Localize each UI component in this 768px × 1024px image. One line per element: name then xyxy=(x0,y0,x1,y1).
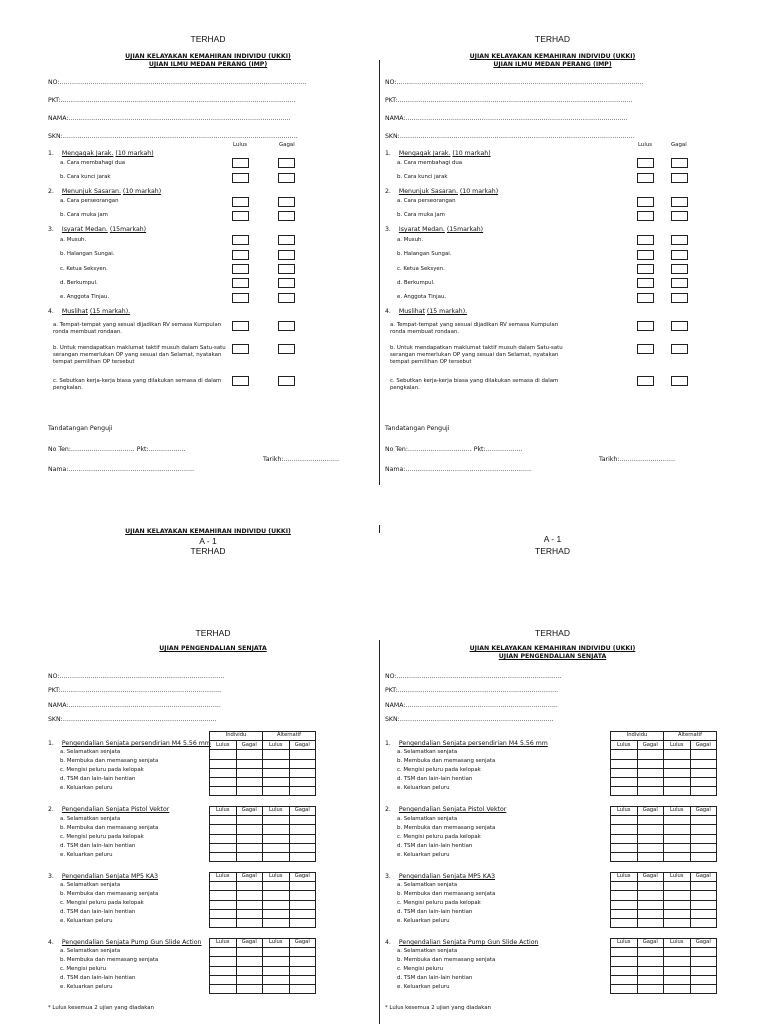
col-gagal: Gagal xyxy=(637,873,664,882)
col-alternatif: Alternatif xyxy=(664,732,717,741)
item-text: d. TSM dan lain-lain hentian xyxy=(60,843,136,849)
item-text: c. Mengisi peluru pada kelopak xyxy=(397,767,481,773)
col-lulus: Lulus xyxy=(664,741,691,750)
item-text: c. Mengisi peluru pada kelopak xyxy=(60,767,144,773)
col-lulus: Lulus xyxy=(638,142,653,148)
table-row xyxy=(210,984,316,993)
item-text: b. Membuka dan memasang senjata xyxy=(60,825,159,831)
item-text: d. Berkumpul. xyxy=(60,280,98,286)
section-title: Pengendalian Senjata Pistol Vektor xyxy=(61,806,170,813)
item-text: a. Selamatkan senjata xyxy=(397,882,458,888)
section-number: 2. xyxy=(385,806,391,813)
tarikh-field: Tarikh:……………………… xyxy=(599,456,676,463)
item-text: b. Membuka dan memasang senjata xyxy=(397,957,496,963)
item-text: e. Keluarkan peluru xyxy=(397,785,450,791)
skn-field: SKN:…………………………………………………………………………………………………… xyxy=(48,133,298,140)
pkt-field: PKT:…………………………………………………………………... xyxy=(385,687,559,694)
col-gagal: Gagal xyxy=(637,807,664,816)
form-subtitle: UJIAN PENGENDALIAN SENJATA xyxy=(498,653,607,660)
weapon-2-heading xyxy=(48,807,169,813)
table-row xyxy=(210,843,316,852)
table-row xyxy=(210,909,316,918)
section-number: 1. xyxy=(48,740,54,747)
item-text: d. TSM dan lain-lain hentian xyxy=(397,776,473,782)
skn-field: SKN:…………………………………………………………......... xyxy=(385,716,554,723)
section-number: 1. xyxy=(385,150,391,157)
col-gagal: Gagal xyxy=(637,939,664,948)
table-row xyxy=(611,918,717,927)
item-text: b. Untuk mendapatkan maklumat taktif musuh dalam Satu-satu serangan memerlukan OP yang sesuai dan Selamat, nyatakan tempat pemilihan OP tersebut xyxy=(53,345,226,365)
weapon-1-heading xyxy=(385,741,548,747)
item-text: e. Anggota Tinjau. xyxy=(60,294,110,300)
table-row xyxy=(611,816,717,825)
section-number: 3. xyxy=(385,226,391,233)
nama-field: NAMA:………………………………………………………………………………………......... xyxy=(385,115,628,122)
item-text: c. Ketua Seksyen. xyxy=(397,266,445,272)
table-row xyxy=(611,975,717,984)
section-title: Muslihat xyxy=(398,308,425,315)
section-marks: (15 markah). xyxy=(89,308,131,315)
item-text: c. Mengisi peluru pada kelopak xyxy=(60,900,144,906)
section-title: Mengagak Jarak. xyxy=(398,150,451,157)
section-marks: (15 markah). xyxy=(426,308,468,315)
col-gagal: Gagal xyxy=(671,142,687,148)
table-row xyxy=(611,834,717,843)
item-text: b. Cara kunci jarak xyxy=(397,174,448,180)
item-text: d. TSM dan lain-lain hentian xyxy=(60,975,136,981)
col-gagal: Gagal xyxy=(690,741,717,750)
item-text: a. Cara membahagi dua xyxy=(397,160,463,166)
no-field: NO:…………………………………………………………………….. xyxy=(48,673,225,680)
nama-field: NAMA:………………………………………………………………………………………......... xyxy=(48,115,291,122)
col-gagal: Gagal xyxy=(289,873,316,882)
item-text: c. Mengisi peluru xyxy=(397,966,443,972)
form-subtitle: UJIAN ILMU MEDAN PERANG (IMP) xyxy=(148,61,268,68)
pkt-field: PKT:…………………………………………………………………... xyxy=(48,687,222,694)
item-text: b. Membuka dan memasang senjata xyxy=(60,758,159,764)
tarikh-field: Tarikh:……………………… xyxy=(263,456,340,463)
col-gagal: Gagal xyxy=(637,741,664,750)
weapon-2-heading xyxy=(385,807,506,813)
item-text: b. Membuka dan memasang senjata xyxy=(397,825,496,831)
grade-table xyxy=(610,731,717,796)
table-row xyxy=(611,759,717,768)
section-marks: (10 markah) xyxy=(115,150,154,157)
item-text: e. Anggota Tinjau. xyxy=(397,294,447,300)
weapon-3-heading xyxy=(385,874,495,880)
item-text: b. Halangan Sungai. xyxy=(397,251,452,257)
examiner-signature-label: Tandatangan Penguji xyxy=(48,425,113,432)
col-lulus: Lulus xyxy=(611,939,638,948)
item-text: b. Membuka dan memasang senjata xyxy=(60,957,159,963)
table-row xyxy=(210,816,316,825)
item-text: c. Ketua Seksyen. xyxy=(60,266,108,272)
section-number: 1. xyxy=(385,740,391,747)
item-text: b. Cara kunci jarak xyxy=(60,174,111,180)
section-title: Mengagak Jarak. xyxy=(61,150,114,157)
item-text: a. Selamatkan senjata xyxy=(60,882,121,888)
no-ten-field: No Ten:…………………………. Pkt:……………… xyxy=(385,446,523,453)
item-text: b. Halangan Sungai. xyxy=(60,251,115,257)
classification-label: TERHAD xyxy=(535,628,570,638)
table-row xyxy=(611,984,717,993)
table-row xyxy=(611,787,717,796)
section-number: 4. xyxy=(48,308,54,315)
item-text: c. Sebutkan kerja-kerja biasa yang dilakukan semasa di dalam pengkalan. xyxy=(390,378,559,391)
table-row xyxy=(210,759,316,768)
table-row xyxy=(210,975,316,984)
form-title: UJIAN PENGENDALIAN SENJATA xyxy=(159,645,267,652)
classification-label: TERHAD xyxy=(195,628,231,638)
weapon-4-heading xyxy=(385,940,538,946)
item-text: d. TSM dan lain-lain hentian xyxy=(397,909,473,915)
table-row xyxy=(611,900,717,909)
item-text: b. Cara muka jam xyxy=(397,212,445,218)
divider-top-mark xyxy=(379,525,380,533)
pkt-field: PKT:…………………………………………………………………………………………………... xyxy=(48,97,296,104)
col-lulus: Lulus xyxy=(263,873,290,882)
table-row xyxy=(611,891,717,900)
item-text: a. Selamatkan senjata xyxy=(60,816,121,822)
pkt-field: PKT:…………………………………………………………………………………………………... xyxy=(385,97,633,104)
grade-table xyxy=(610,938,717,994)
col-lulus: Lulus xyxy=(611,873,638,882)
divider-bottom xyxy=(379,640,380,1024)
table-row xyxy=(210,777,316,786)
classification-label: TERHAD xyxy=(535,34,570,44)
section-title: Pengendalian Senjata persendirian M4 5.56 mm xyxy=(61,740,211,747)
item-text: b. Untuk mendapatkan maklumat taktif musuh dalam Satu-satu serangan memerlukan OP yang sesuai dan Selamat, nyatakan tempat pemilihan OP tersebut xyxy=(390,345,563,365)
section-marks: (10 markah) xyxy=(459,188,499,195)
item-text: e. Keluarkan peluru xyxy=(60,852,113,858)
section-marks: (15markah) xyxy=(109,226,147,233)
section-number: 4. xyxy=(385,308,391,315)
table-row xyxy=(210,957,316,966)
item-text: a. Cara perseorangan xyxy=(60,198,119,204)
item-text: e. Keluarkan peluru xyxy=(60,918,113,924)
section-title: Pengendalian Senjata Pump Gun Slide Action xyxy=(61,939,202,946)
item-text: d. TSM dan lain-lain hentian xyxy=(60,776,136,782)
table-row xyxy=(611,777,717,786)
col-lulus: Lulus xyxy=(664,807,691,816)
table-row xyxy=(611,750,717,759)
item-text: a. Selamatkan senjata xyxy=(397,749,458,755)
col-lulus: Lulus xyxy=(664,939,691,948)
section-number: 3. xyxy=(385,873,391,880)
grade-table xyxy=(610,806,717,862)
weapon-3-heading xyxy=(48,874,158,880)
item-text: e. Keluarkan peluru xyxy=(397,918,450,924)
nama-field: NAMA:……………………………………………………………….. xyxy=(48,702,221,709)
weapon-4-heading xyxy=(48,940,201,946)
section-number: 3. xyxy=(48,873,54,880)
section-title: Menunjuk Sasaran. xyxy=(398,188,458,195)
table-row xyxy=(210,966,316,975)
item-text: e. Keluarkan peluru xyxy=(60,785,113,791)
section-title: Pengendalian Senjata persendirian M4 5.56 mm xyxy=(398,740,548,747)
item-text: c. Sebutkan kerja-kerja biasa yang dilakukan semasa di dalam pengkalan. xyxy=(53,378,222,391)
bottom-right-form xyxy=(385,0,720,1024)
table-row xyxy=(611,768,717,777)
col-gagal: Gagal xyxy=(289,807,316,816)
col-alternatif: Alternatif xyxy=(263,732,316,741)
item-text: b. Membuka dan memasang senjata xyxy=(397,891,496,897)
footer-classification: TERHAD xyxy=(190,546,226,556)
divider-top xyxy=(379,60,380,485)
section-title: Isyarat Medan. xyxy=(61,226,108,233)
footer-title: UJIAN KELAYAKAN KEMAHIRAN INDIVIDU (UKKI) xyxy=(125,528,291,535)
table-row xyxy=(210,882,316,891)
table-row xyxy=(210,900,316,909)
examiner-signature-label: Tandatangan Penguji xyxy=(385,425,450,432)
item-text: a. Musuh. xyxy=(60,237,87,243)
item-text: d. TSM dan lain-lain hentian xyxy=(397,843,473,849)
section-number: 4. xyxy=(48,939,54,946)
page-number: A - 1 xyxy=(199,536,217,546)
section-title: Pengendalian Senjata Pistol Vektor xyxy=(398,806,507,813)
table-row xyxy=(611,948,717,957)
item-text: a. Musuh. xyxy=(397,237,424,243)
section-number: 4. xyxy=(385,939,391,946)
form-title: UJIAN KELAYAKAN KEMAHIRAN INDIVIDU (UKKI) xyxy=(469,645,636,652)
section-marks: (15markah) xyxy=(446,226,484,233)
table-row xyxy=(210,787,316,796)
grade-table xyxy=(209,731,316,796)
item-text: e. Keluarkan peluru xyxy=(397,984,450,990)
item-text: e. Keluarkan peluru xyxy=(60,984,113,990)
weapon-1-heading xyxy=(48,741,211,747)
col-gagal: Gagal xyxy=(236,807,263,816)
col-individu: Individu xyxy=(210,732,263,741)
skn-field: SKN:…………………………………………………………………………………………………… xyxy=(385,133,635,140)
page-number: A - 1 xyxy=(543,534,562,544)
skn-field: SKN:…………………………………………………………......... xyxy=(48,716,217,723)
col-lulus: Lulus xyxy=(210,741,237,750)
section-number: 2. xyxy=(48,188,54,195)
bottom-left-form xyxy=(48,0,378,1024)
section-marks: (10 markah) xyxy=(122,188,162,195)
table-row xyxy=(210,852,316,861)
no-field: NO:…………………………………………………………………….. xyxy=(385,673,562,680)
col-gagal: Gagal xyxy=(289,939,316,948)
item-text: d. TSM dan lain-lain hentian xyxy=(397,975,473,981)
col-lulus: Lulus xyxy=(263,939,290,948)
item-text: c. Mengisi peluru pada kelopak xyxy=(397,834,481,840)
item-text: a. Tempat-tempat yang sesuai dijadikan RV semasa Kumpulan ronda membuat rondaan. xyxy=(390,322,559,335)
col-lulus: Lulus xyxy=(210,873,237,882)
grade-table xyxy=(610,872,717,928)
item-text: b. Membuka dan memasang senjata xyxy=(60,891,159,897)
item-text: e. Keluarkan peluru xyxy=(397,852,450,858)
section-number: 1. xyxy=(48,150,54,157)
grade-table xyxy=(209,938,316,994)
section-title: Pengendalian Senjata Pump Gun Slide Action xyxy=(398,939,539,946)
table-row xyxy=(611,882,717,891)
item-text: a. Selamatkan senjata xyxy=(397,948,458,954)
item-text: a. Selamatkan senjata xyxy=(60,948,121,954)
col-gagal: Gagal xyxy=(279,142,295,148)
col-gagal: Gagal xyxy=(690,807,717,816)
item-text: c. Mengisi peluru pada kelopak xyxy=(60,834,144,840)
section-number: 2. xyxy=(48,806,54,813)
section-title: Pengendalian Senjata MP5 KA3 xyxy=(398,873,496,880)
nama-signature-field: Nama:……………………………………………………. xyxy=(48,466,195,473)
table-row xyxy=(611,909,717,918)
item-text: b. Membuka dan memasang senjata xyxy=(397,758,496,764)
form-title: UJIAN KELAYAKAN KEMAHIRAN INDIVIDU (UKKI) xyxy=(469,53,636,60)
table-row xyxy=(210,918,316,927)
table-row xyxy=(210,825,316,834)
table-row xyxy=(611,852,717,861)
item-text: a. Selamatkan senjata xyxy=(397,816,458,822)
item-text: a. Cara membahagi dua xyxy=(60,160,126,166)
col-lulus: Lulus xyxy=(233,142,248,148)
table-row xyxy=(210,834,316,843)
table-row xyxy=(611,825,717,834)
item-text: c. Mengisi peluru pada kelopak xyxy=(397,900,481,906)
table-row xyxy=(210,891,316,900)
no-field: NO:………………………………………………………………………………………………………... xyxy=(48,79,307,86)
col-gagal: Gagal xyxy=(289,741,316,750)
table-row xyxy=(611,966,717,975)
section-marks: (10 markah) xyxy=(452,150,491,157)
col-lulus: Lulus xyxy=(664,873,691,882)
col-gagal: Gagal xyxy=(236,939,263,948)
no-ten-field: No Ten:…………………………. Pkt:……………… xyxy=(48,446,186,453)
section-title: Menunjuk Sasaran. xyxy=(61,188,121,195)
col-lulus: Lulus xyxy=(263,741,290,750)
col-lulus: Lulus xyxy=(210,807,237,816)
col-gagal: Gagal xyxy=(236,873,263,882)
form-subtitle: UJIAN ILMU MEDAN PERANG (IMP) xyxy=(493,61,612,68)
form-title: UJIAN KELAYAKAN KEMAHIRAN INDIVIDU (UKKI) xyxy=(125,53,291,60)
section-number: 3. xyxy=(48,226,54,233)
section-title: Pengendalian Senjata MP5 KA3 xyxy=(61,873,159,880)
col-lulus: Lulus xyxy=(611,741,638,750)
table-row xyxy=(611,843,717,852)
classification-label: TERHAD xyxy=(190,34,226,44)
section-number: 2. xyxy=(385,188,391,195)
grade-table xyxy=(209,872,316,928)
col-lulus: Lulus xyxy=(210,939,237,948)
col-lulus: Lulus xyxy=(611,807,638,816)
col-individu: Individu xyxy=(611,732,664,741)
item-text: d. TSM dan lain-lain hentian xyxy=(60,909,136,915)
col-gagal: Gagal xyxy=(236,741,263,750)
item-text: d. Berkumpul. xyxy=(397,280,435,286)
footer-classification: TERHAD xyxy=(535,546,570,556)
table-row xyxy=(210,768,316,777)
nama-field: NAMA:……………………………………………………………….. xyxy=(385,702,558,709)
col-gagal: Gagal xyxy=(690,873,717,882)
item-text: c. Mengisi peluru xyxy=(60,966,106,972)
item-text: a. Selamatkan senjata xyxy=(60,749,121,755)
item-text: a. Cara perseorangan xyxy=(397,198,456,204)
nama-signature-field: Nama:……………………………………………………. xyxy=(385,466,532,473)
table-row xyxy=(210,948,316,957)
pass-note: * Lulus kesemua 2 ujian yang diadakan xyxy=(385,1005,491,1011)
grade-table xyxy=(209,806,316,862)
table-row xyxy=(210,750,316,759)
table-row xyxy=(611,957,717,966)
col-gagal: Gagal xyxy=(690,939,717,948)
section-title: Muslihat xyxy=(61,308,88,315)
no-field: NO:………………………………………………………………………………………………………... xyxy=(385,79,644,86)
col-lulus: Lulus xyxy=(263,807,290,816)
item-text: a. Tempat-tempat yang sesuai dijadikan RV semasa Kumpulan ronda membuat rondaan. xyxy=(53,322,222,335)
item-text: b. Cara muka jam xyxy=(60,212,108,218)
pass-note: * Lulus kesemua 2 ujian yang diadakan xyxy=(48,1005,154,1011)
section-title: Isyarat Medan. xyxy=(398,226,445,233)
